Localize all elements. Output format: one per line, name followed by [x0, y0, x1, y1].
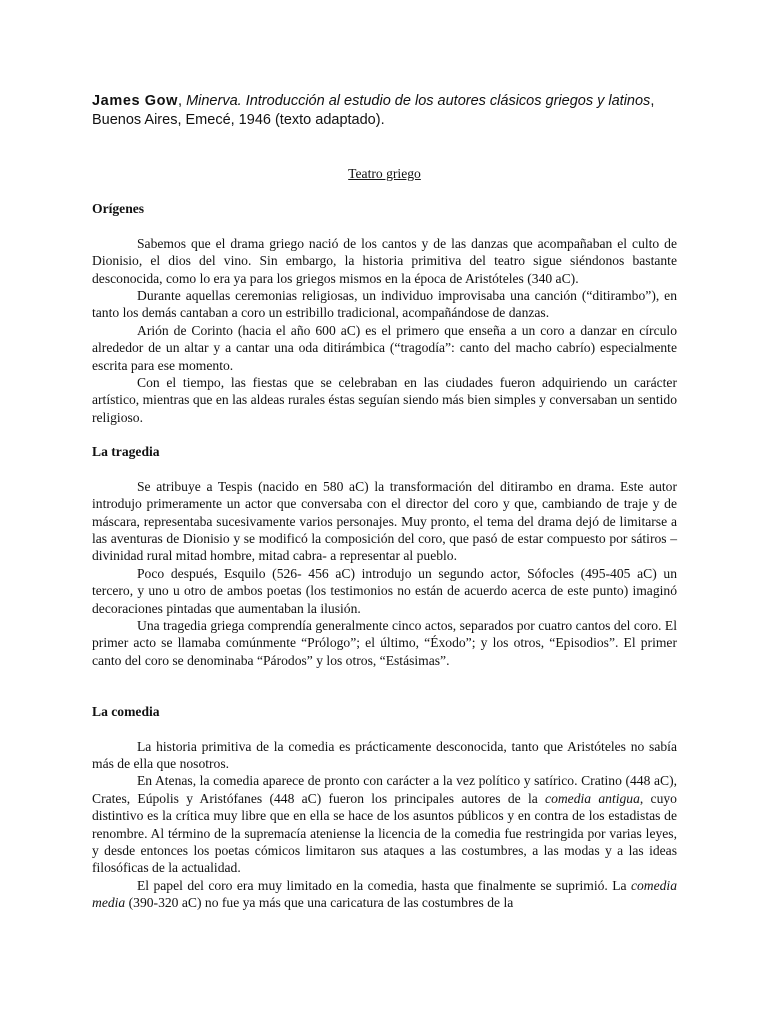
section-origenes: [92, 200, 677, 426]
citation-separator: ,: [178, 93, 187, 109]
paragraph: Durante aquellas ceremonias religiosas, un individuo improvisaba una canción (“ditirambo”), en tanto los demás cantaban a coro un estribillo tradicional, acompañándose de danzas.: [92, 288, 677, 321]
bibliographic-citation: [92, 92, 682, 130]
section-heading-comedia: La comedia: [92, 704, 160, 720]
italic-term-comedia-media: comedia media: [92, 877, 677, 911]
paragraph-text: En Atenas, la comedia aparece de pronto con carácter a la vez político y satírico. Cratino (448 aC), Crates, Eúpolis y Aristófanes (448 aC) fueron los principales autores de la: [92, 773, 677, 806]
paragraph: Una tragedia griega comprendía generalmente cinco actos, separados por cuatro cantos del coro. El primer acto se llamaba comúnmente “Prólogo”; el último, “Éxodo”; y los otros, “Episodios”. El primer canto del coro se denominaba “Párodos” y los otros, “Estásimas”.: [92, 617, 677, 668]
paragraph: Sabemos que el drama griego nació de los cantos y de las danzas que acompañaban el culto de Dionisio, el dios del vino. Sin embargo, la historia primitiva del teatro sigue siéndonos bastante desconocida, como lo era ya para los griegos mismos en la época de Aristóteles (340 aC).: [92, 235, 677, 286]
paragraph-text: , cuyo distintivo es la crítica muy libre que en ella se hace de los asuntos públicos y en contra de los estadistas de renombre. Al término de la supremacía ateniense la licencia de la comedia fue restringida por varias leyes, y desde entonces los poetas cómicos limitaron sus ataques a las costumbres, a las modas y a las ideas filosóficas de la actualidad.: [92, 790, 677, 876]
section-heading-origenes: Orígenes: [92, 201, 145, 217]
italic-term-comedia-antigua: comedia antigua: [545, 790, 640, 806]
paragraph: Se atribuye a Tespis (nacido en 580 aC) la transformación del ditirambo en drama. Este autor introdujo primeramente un actor que conversaba con el director del coro y que, cambiando de traje y de máscara, representaba sucesivamente varios personajes. Muy pronto, el tema del drama dejó de limitarse a las aventuras de Dionisio y se modificó la composición del coro, que pasó de estar compuesto por sátiros –divinidad rural mitad hombre, mitad cabra- a representar al pueblo.: [92, 478, 677, 564]
paragraph: La historia primitiva de la comedia es prácticamente desconocida, tanto que Aristóteles no sabía más de ella que nosotros.: [92, 738, 677, 771]
paragraph: Arión de Corinto (hacia el año 600 aC) es el primero que enseña a un coro a danzar en círculo alrededor de un altar y a cantar una oda ditirámbica (“tragodía”: canto del macho cabrío) especialmente escrita para ese momento.: [92, 322, 677, 373]
document-title: Teatro griego: [348, 166, 421, 181]
section-comedia: [92, 703, 677, 911]
citation-author: James Gow: [92, 93, 178, 109]
paragraph: Poco después, Esquilo (526- 456 aC) introdujo un segundo actor, Sófocles (495-405 aC) un tercero, y uno u otro de ambos poetas (los testimonios no están de acuerdo acerca de este punto) imaginó decoraciones pintadas que aumentaban la ilusión.: [92, 565, 677, 616]
paragraph: [92, 772, 677, 876]
section-heading-tragedia: La tragedia: [92, 444, 160, 460]
citation-publication-info: , Buenos Aires, Emecé, 1946 (texto adaptado).: [92, 93, 655, 128]
paragraph-text: (390-320 aC) no fue ya más que una caricatura de las costumbres de la: [125, 895, 514, 911]
citation-title: Minerva. Introducción al estudio de los autores clásicos griegos y latinos: [186, 93, 651, 109]
paragraph-text: El papel del coro era muy limitado en la comedia, hasta que finalmente se suprimió. La: [137, 877, 631, 893]
paragraph: Con el tiempo, las fiestas que se celebraban en las ciudades fueron adquiriendo un carácter artístico, mientras que en las aldeas rurales éstas seguían siendo más bien simples y conversaban un sentido religioso.: [92, 375, 677, 425]
paragraph: [92, 877, 677, 912]
document-body: [92, 165, 677, 929]
section-tragedia: [92, 443, 677, 669]
